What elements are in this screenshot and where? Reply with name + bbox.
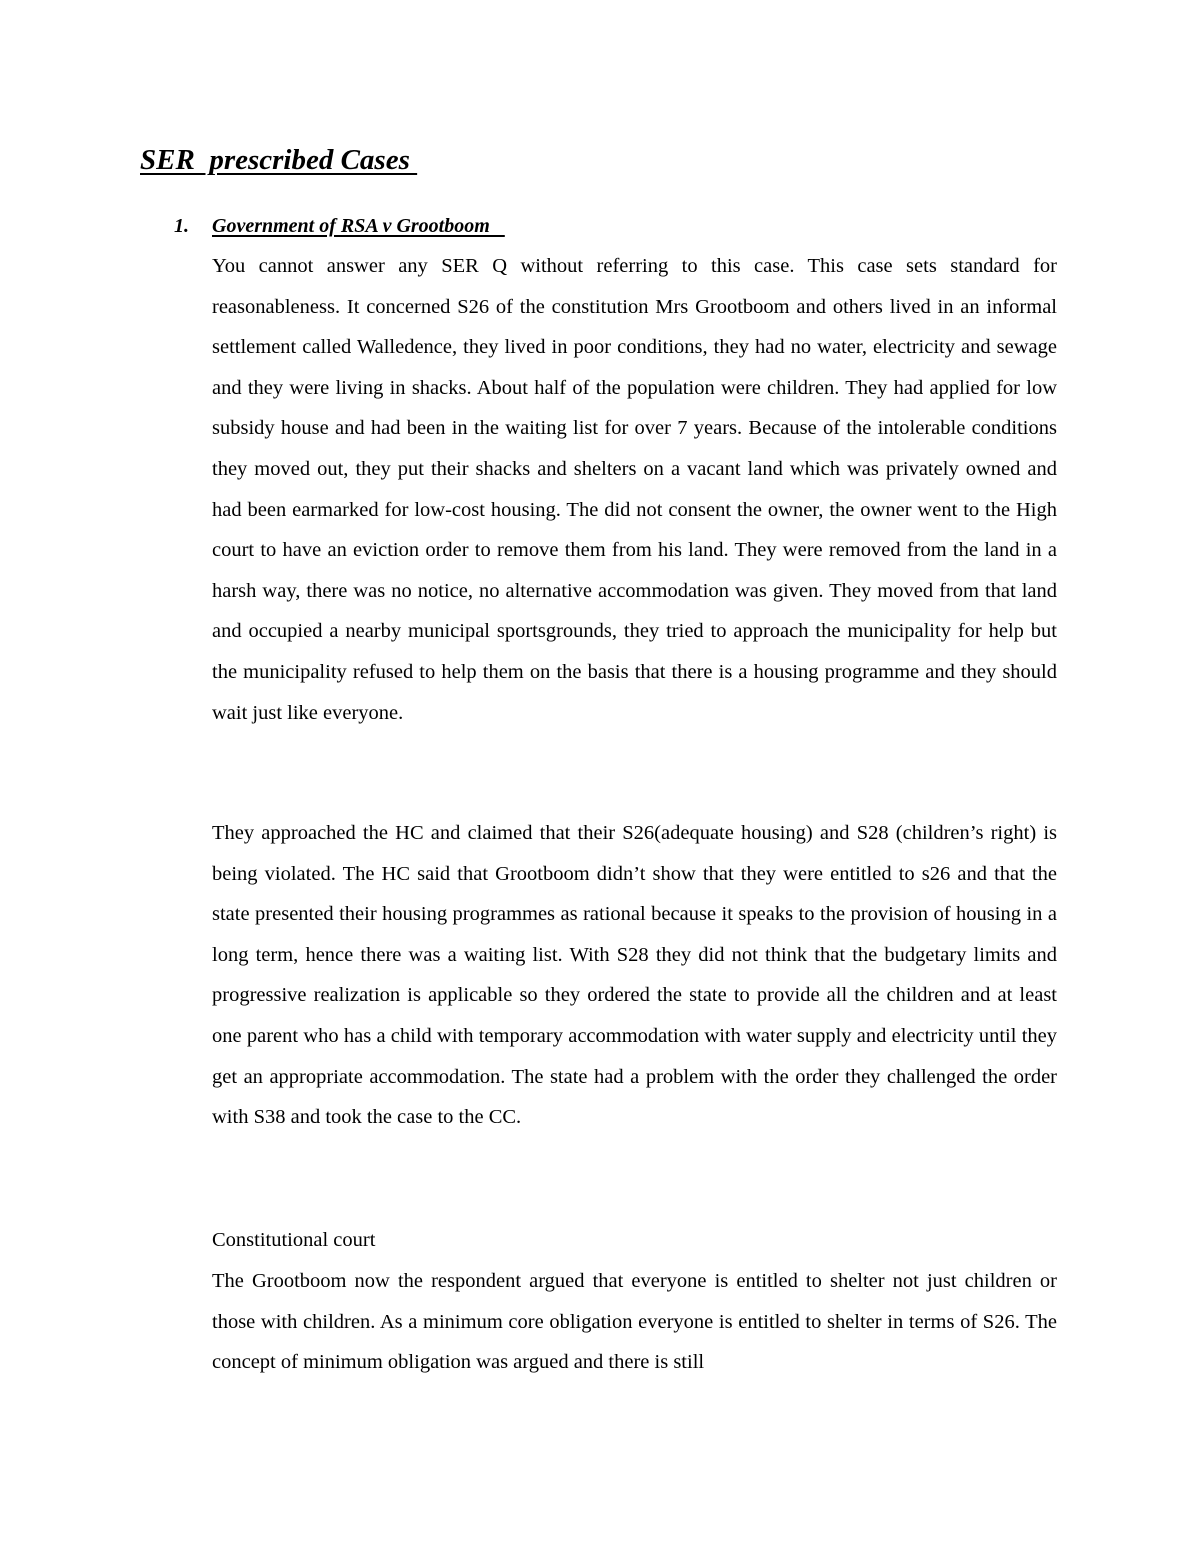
case-heading [174,212,505,240]
paragraph-high-court: They approached the HC and claimed that their S26(adequate housing) and S28 (children’s right) is being violated. The HC said that Grootboom didn’t show that they were entitled to s26 and that the state presented their housing programmes as rational because it speaks to the provision of housing in a long term, hence there was a waiting list. With S28 they did not think that the budgetary limits and progressive realization is applicable so they ordered the state to provide all the children and at least one parent who has a child with temporary accommodation with water supply and electricity until they get an appropriate accommodation. The state had a problem with the order they challenged the order with S38 and took the case to the CC. [212,822,1057,1129]
document-title: SER prescribed Cases [140,144,418,176]
paragraph-constitutional-court: The Grootboom now the respondent argued that everyone is entitled to shelter not just children or those with children. As a minimum core obligation everyone is entitled to shelter in terms of S26. The concept of minimum obligation was argued and there is still [212,1270,1057,1374]
case-title: Government of RSA v Grootboom [212,215,505,237]
section-heading-constitutional-court: Constitutional court [212,1229,376,1251]
case-number: 1. [174,215,189,237]
paragraph-case-facts: You cannot answer any SER Q without referring to this case. This case sets standard for reasonableness. It concerned S26 of the constitution Mrs Grootboom and others lived in an informal settlement called Walledence, they lived in poor conditions, they had no water, electricity and sewage and they were living in shacks. About half of the population were children. They had applied for low subsidy house and had been in the waiting list for over 7 years. Because of the intolerable conditions they moved out, they put their shacks and shelters on a vacant land which was privately owned and had been earmarked for low-cost housing. The did not consent the owner, the owner went to the High court to have an eviction order to remove them from his land. They were removed from the land in a harsh way, there was no notice, no alternative accommodation was given. They moved from that land and occupied a nearby municipal sportsgrounds, they tried to approach the municipality for help but the municipality refused to help them on the basis that there is a housing programme and they should wait just like everyone. [212,255,1057,724]
